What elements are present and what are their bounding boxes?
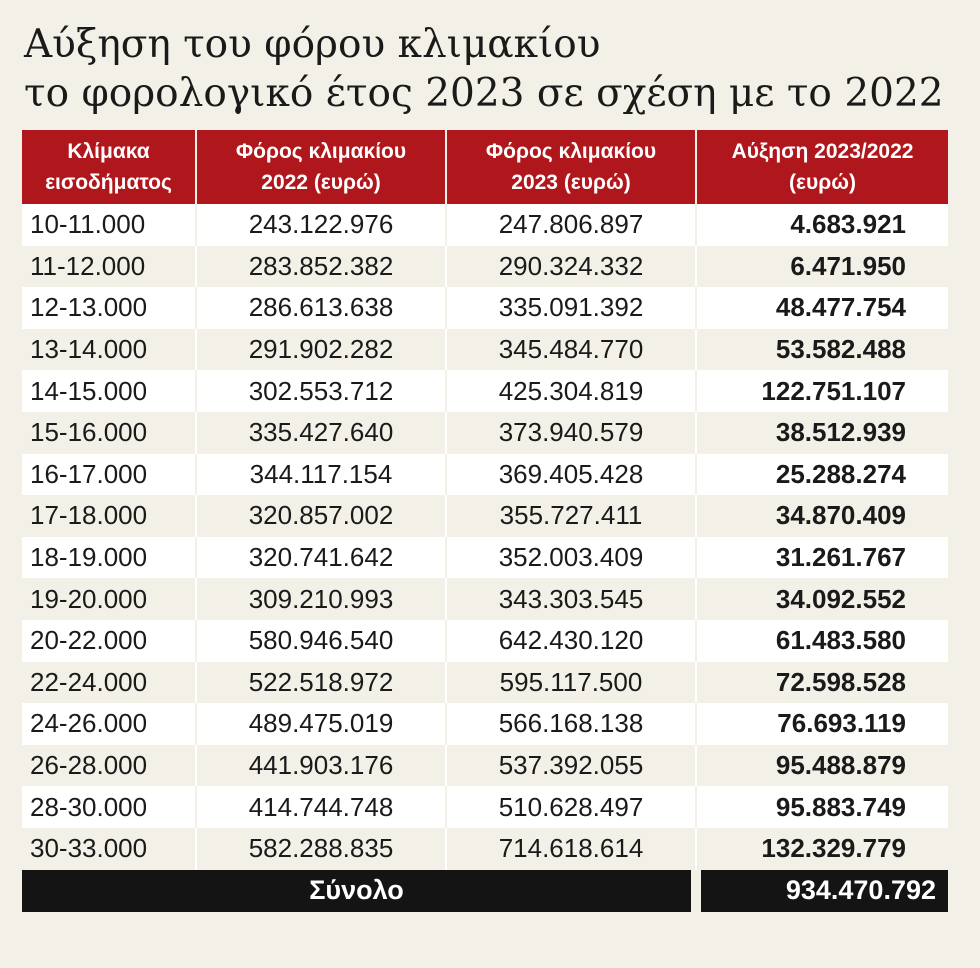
income-bracket-cell: 22-24.000 xyxy=(22,662,196,704)
table-row xyxy=(22,786,948,828)
title-line-2: το φορολογικό έτος 2023 σε σχέση με το 2022 xyxy=(24,71,944,116)
increase-cell: 31.261.767 xyxy=(696,537,948,579)
tax-2023-cell: 537.392.055 xyxy=(446,745,696,787)
total-value: 934.470.792 xyxy=(696,870,948,912)
header-income-bracket xyxy=(22,130,196,204)
income-bracket-cell: 24-26.000 xyxy=(22,703,196,745)
tax-2022-cell: 522.518.972 xyxy=(196,662,446,704)
header-increase xyxy=(696,130,948,204)
tax-2023-cell: 335.091.392 xyxy=(446,287,696,329)
income-bracket-cell: 15-16.000 xyxy=(22,412,196,454)
table-row xyxy=(22,662,948,704)
tax-2022-cell: 320.741.642 xyxy=(196,537,446,579)
tax-2023-cell: 425.304.819 xyxy=(446,370,696,412)
tax-2023-cell: 247.806.897 xyxy=(446,204,696,246)
header-text: Αύξηση 2023/2022 xyxy=(731,140,914,163)
tax-2022-cell: 344.117.154 xyxy=(196,454,446,496)
header-text: (ευρώ) xyxy=(789,171,856,194)
increase-cell: 122.751.107 xyxy=(696,370,948,412)
table-row xyxy=(22,703,948,745)
income-bracket-cell: 19-20.000 xyxy=(22,578,196,620)
table-row xyxy=(22,204,948,246)
tax-2022-cell: 335.427.640 xyxy=(196,412,446,454)
income-bracket-cell: 10-11.000 xyxy=(22,204,196,246)
increase-cell: 95.883.749 xyxy=(696,786,948,828)
income-bracket-cell: 16-17.000 xyxy=(22,454,196,496)
header-tax-2023 xyxy=(446,130,696,204)
income-bracket-cell: 11-12.000 xyxy=(22,246,196,288)
increase-cell: 38.512.939 xyxy=(696,412,948,454)
tax-2023-cell: 290.324.332 xyxy=(446,246,696,288)
table-header-row xyxy=(22,130,948,204)
tax-2022-cell: 582.288.835 xyxy=(196,828,446,870)
increase-cell: 132.329.779 xyxy=(696,828,948,870)
tax-2023-cell: 510.628.497 xyxy=(446,786,696,828)
tax-2022-cell: 286.613.638 xyxy=(196,287,446,329)
header-tax-2022 xyxy=(196,130,446,204)
income-bracket-cell: 12-13.000 xyxy=(22,287,196,329)
header-text: 2022 (ευρώ) xyxy=(261,171,381,194)
table-row xyxy=(22,287,948,329)
tax-2023-cell: 343.303.545 xyxy=(446,578,696,620)
table-row xyxy=(22,578,948,620)
tax-2023-cell: 373.940.579 xyxy=(446,412,696,454)
increase-cell: 25.288.274 xyxy=(696,454,948,496)
income-bracket-cell: 26-28.000 xyxy=(22,745,196,787)
increase-cell: 34.870.409 xyxy=(696,495,948,537)
tax-table xyxy=(22,130,948,912)
tax-2022-cell: 580.946.540 xyxy=(196,620,446,662)
income-bracket-cell: 17-18.000 xyxy=(22,495,196,537)
income-bracket-cell: 13-14.000 xyxy=(22,329,196,371)
table-row xyxy=(22,537,948,579)
page-title xyxy=(24,20,964,118)
income-bracket-cell: 18-19.000 xyxy=(22,537,196,579)
increase-cell: 61.483.580 xyxy=(696,620,948,662)
income-bracket-cell: 20-22.000 xyxy=(22,620,196,662)
tax-2022-cell: 283.852.382 xyxy=(196,246,446,288)
header-text: 2023 (ευρώ) xyxy=(511,171,631,194)
tax-2023-cell: 714.618.614 xyxy=(446,828,696,870)
tax-2023-cell: 642.430.120 xyxy=(446,620,696,662)
income-bracket-cell: 14-15.000 xyxy=(22,370,196,412)
table-body xyxy=(22,204,948,870)
tax-2023-cell: 369.405.428 xyxy=(446,454,696,496)
table-row xyxy=(22,370,948,412)
table-row xyxy=(22,745,948,787)
tax-2022-cell: 243.122.976 xyxy=(196,204,446,246)
increase-cell: 95.488.879 xyxy=(696,745,948,787)
header-text: Φόρος κλιμακίου xyxy=(235,140,407,163)
tax-2022-cell: 414.744.748 xyxy=(196,786,446,828)
table-row xyxy=(22,620,948,662)
increase-cell: 4.683.921 xyxy=(696,204,948,246)
tax-2023-cell: 345.484.770 xyxy=(446,329,696,371)
tax-2023-cell: 355.727.411 xyxy=(446,495,696,537)
tax-2022-cell: 489.475.019 xyxy=(196,703,446,745)
table-row xyxy=(22,329,948,371)
tax-2022-cell: 320.857.002 xyxy=(196,495,446,537)
header-text: Φόρος κλιμακίου xyxy=(485,140,657,163)
total-label: Σύνολο xyxy=(22,870,696,912)
increase-cell: 48.477.754 xyxy=(696,287,948,329)
table-row xyxy=(22,246,948,288)
header-text: εισοδήματος xyxy=(45,171,172,194)
increase-cell: 6.471.950 xyxy=(696,246,948,288)
tax-2022-cell: 302.553.712 xyxy=(196,370,446,412)
tax-2023-cell: 595.117.500 xyxy=(446,662,696,704)
tax-2023-cell: 566.168.138 xyxy=(446,703,696,745)
increase-cell: 34.092.552 xyxy=(696,578,948,620)
table-row xyxy=(22,828,948,870)
tax-2022-cell: 291.902.282 xyxy=(196,329,446,371)
increase-cell: 53.582.488 xyxy=(696,329,948,371)
income-bracket-cell: 28-30.000 xyxy=(22,786,196,828)
title-line-1: Αύξηση του φόρου κλιμακίου xyxy=(24,22,601,67)
total-row xyxy=(22,870,948,912)
tax-2023-cell: 352.003.409 xyxy=(446,537,696,579)
table-row xyxy=(22,495,948,537)
header-text: Κλίμακα xyxy=(67,140,150,163)
increase-cell: 76.693.119 xyxy=(696,703,948,745)
tax-2022-cell: 309.210.993 xyxy=(196,578,446,620)
income-bracket-cell: 30-33.000 xyxy=(22,828,196,870)
table-row xyxy=(22,454,948,496)
increase-cell: 72.598.528 xyxy=(696,662,948,704)
tax-2022-cell: 441.903.176 xyxy=(196,745,446,787)
table-row xyxy=(22,412,948,454)
